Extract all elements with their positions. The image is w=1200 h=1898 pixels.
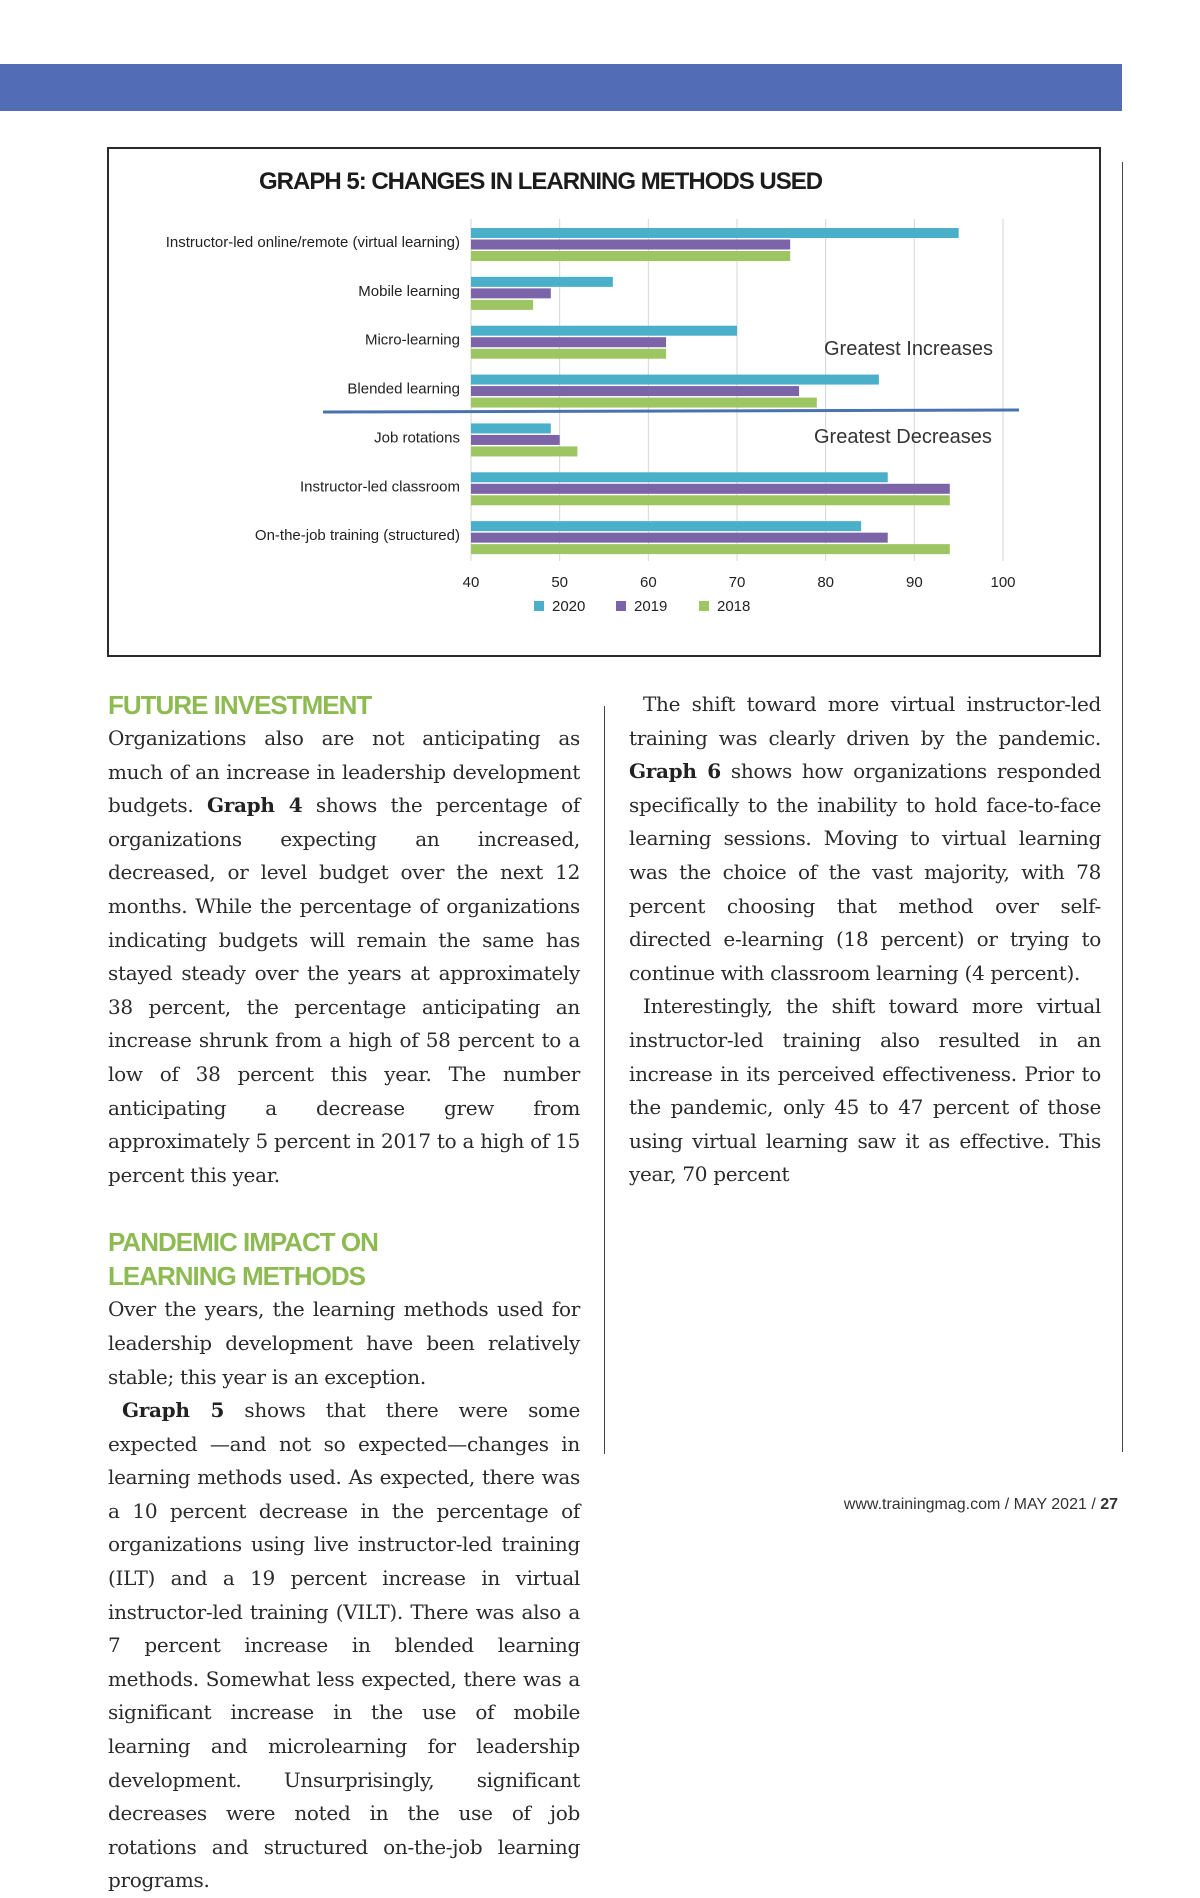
paragraph-text: shows the percentage of organizations expecting an increased, decreased, or level budget over the next 12 months. While the percentage of organizations indicating budgets will remain the same has stayed steady over the years at approximately 38 percent, the percentage anticipating an increase shrunk from a high of 58 percent to a low of 38 percent this year. The number anticipating a decrease grew from approximately 5 percent in 2017 to a high of 15 percent this year. (108, 793, 581, 1187)
legend-label: 2018 (717, 598, 751, 615)
column-divider (604, 706, 605, 1454)
category-label: Instructor-led classroom (299, 478, 460, 496)
graph-reference: Graph 4 (206, 793, 303, 818)
legend-swatch-2019 (616, 601, 626, 611)
bar-2020-0 (471, 228, 959, 238)
heading-future-investment: FUTURE INVESTMENT (108, 690, 372, 720)
bar-2020-4 (471, 423, 551, 433)
page-number: 27 (1100, 1496, 1118, 1513)
paragraph-text: shows that there were some expected —and not so expected—changes in learning methods used. As expected, there was a 10 percent decrease in the percentage of organizations using live instructor-led training (ILT) and a 19 percent increase in virtual instructor-led training (VILT). There was also a 7 percent increase in blended learning methods. Somewhat less expected, there was a significant increase in the use of mobile learning and microlearning for leadership development. Unsurprisingly, significant decreases were noted in the use of job rotations and structured on-the-job learning programs. (108, 1398, 580, 1893)
graph-reference: Graph 5 (122, 1398, 225, 1423)
bar-2018-1 (471, 300, 533, 310)
header-color-bar (0, 64, 1122, 111)
legend-label: 2019 (634, 598, 668, 615)
greatest-decreases-label: Greatest Decreases (814, 426, 992, 448)
graph-reference: Graph 6 (629, 759, 721, 784)
greatest-increases-label: Greatest Increases (824, 338, 993, 360)
paragraph-text: Organizations also are not anticipating as much of an increase in leadership development budgets. (108, 726, 580, 818)
bar-2020-5 (471, 472, 888, 482)
paragraph (108, 722, 580, 1192)
legend-swatch-2018 (699, 601, 709, 611)
bar-2018-6 (471, 544, 950, 554)
category-label: Mobile learning (358, 282, 460, 300)
x-tick-label: 50 (551, 574, 569, 591)
x-tick-label: 100 (990, 574, 1016, 591)
chart-title: GRAPH 5: CHANGES IN LEARNING METHODS USED (259, 168, 823, 195)
paragraph-text: The shift toward more virtual instructor-led training was clearly driven by the pandemic. (629, 692, 1101, 750)
legend-label: 2020 (552, 598, 586, 615)
chart-canvas (109, 149, 1099, 655)
heading-pandemic-impact (108, 1225, 580, 1293)
x-tick-label: 40 (462, 574, 480, 591)
bar-2018-5 (471, 495, 950, 505)
category-label: Job rotations (374, 429, 460, 447)
bar-2019-0 (471, 240, 790, 250)
bar-2019-1 (471, 288, 551, 298)
bar-2019-2 (471, 337, 666, 347)
category-label: Blended learning (347, 380, 460, 398)
category-label: Instructor-led online/remote (virtual learning) (165, 234, 460, 251)
article-column-left (108, 688, 580, 1898)
paragraph (629, 688, 1101, 990)
x-tick-label: 70 (728, 574, 746, 591)
bar-2020-1 (471, 277, 613, 287)
footer-site: www.trainingmag.com / MAY 2021 / (843, 1496, 1101, 1513)
category-label: On-the-job training (structured) (254, 527, 460, 545)
paragraph (108, 1394, 580, 1898)
bar-2018-0 (471, 251, 790, 261)
bar-2020-3 (471, 375, 879, 385)
bar-2018-3 (471, 398, 817, 408)
bar-2019-4 (471, 435, 560, 445)
heading-line: PANDEMIC IMPACT ON (108, 1227, 378, 1258)
bar-2018-2 (471, 349, 666, 359)
x-tick-label: 90 (905, 574, 923, 591)
paragraph: Over the years, the learning methods used for leadership development have been relatively stable; this year is an exception. (108, 1297, 580, 1389)
bar-2019-3 (471, 386, 799, 396)
bar-2020-6 (471, 521, 861, 531)
page-right-rule (1122, 162, 1123, 1452)
article-column-right (629, 688, 1101, 1192)
page-footer (844, 1496, 1118, 1514)
increase-decrease-divider (323, 410, 1019, 412)
bar-2018-4 (471, 446, 577, 456)
x-tick-label: 60 (639, 574, 657, 591)
heading-line: LEARNING METHODS (108, 1261, 365, 1292)
graph-5-chart (107, 147, 1101, 657)
paragraph: Interestingly, the shift toward more virtual instructor-led training also resulted in an increase in its perceived effectiveness. Prior to the pandemic, only 45 to 47 percent of those using virtual learning saw it as effective. This year, 70 percent (629, 994, 1101, 1187)
bar-2020-2 (471, 326, 737, 336)
bar-2019-6 (471, 533, 888, 543)
category-label: Micro-learning (364, 331, 460, 349)
paragraph-text: shows how organizations responded specifically to the inability to hold face-to-face learning sessions. Moving to virtual learning was the choice of the vast majority, with 78 percent choosing that method over self-directed e-learning (18 percent) or trying to continue with classroom learning (4 percent). (629, 759, 1102, 985)
x-tick-label: 80 (817, 574, 835, 591)
legend-swatch-2020 (534, 601, 544, 611)
bar-2019-5 (471, 484, 950, 494)
